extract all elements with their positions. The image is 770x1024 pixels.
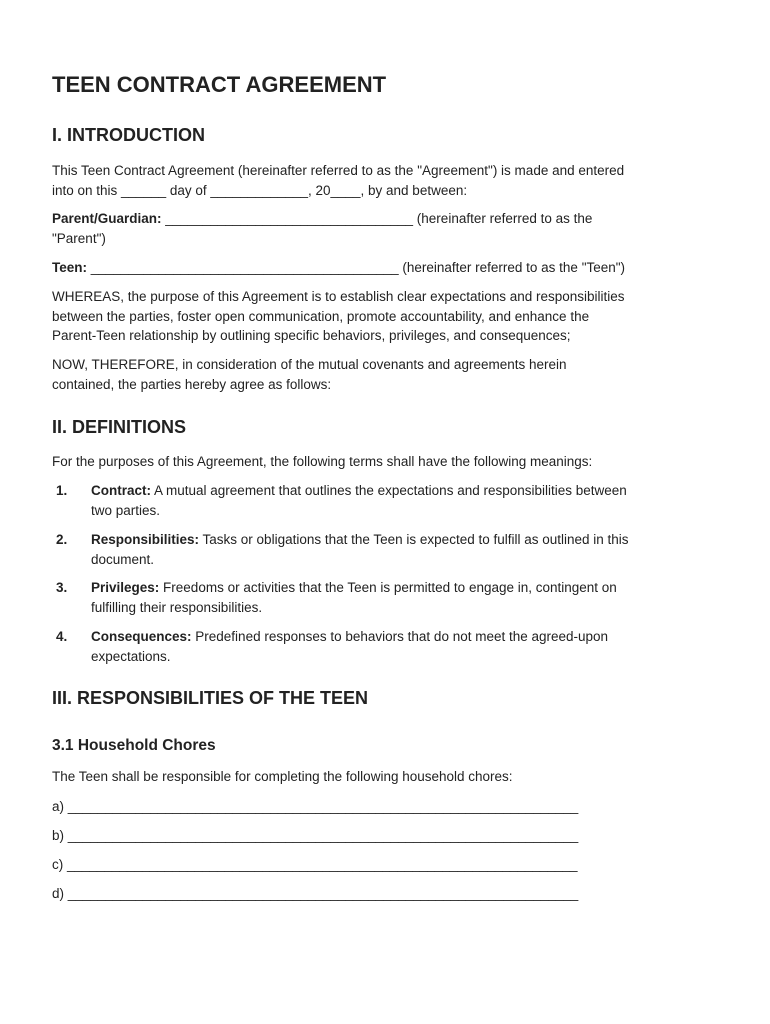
teen-label: Teen:: [52, 260, 88, 275]
definition-line-1: [91, 530, 716, 550]
whereas-line-1: WHEREAS, the purpose of this Agreement is to establish clear expectations and responsibilities: [52, 289, 625, 304]
whereas-paragraph: [52, 287, 716, 346]
definition-body: [91, 530, 716, 569]
parent-guardian-paragraph: [52, 209, 716, 248]
definition-number: 3.: [56, 580, 68, 595]
definition-term: Privileges:: [91, 580, 160, 595]
intro-line-1: This Teen Contract Agreement (hereinafter referred to as the "Agreement") is made and entered: [52, 163, 625, 178]
definition-term: Consequences:: [91, 629, 192, 644]
section-responsibilities-heading: III. RESPONSIBILITIES OF THE TEEN: [52, 688, 369, 708]
definition-body: [91, 578, 716, 617]
document-title: TEEN CONTRACT AGREEMENT: [52, 72, 387, 97]
whereas-line-2: between the parties, foster open communication, promote accountability, and enhance the: [52, 308, 590, 324]
definition-term: Responsibilities:: [91, 532, 200, 547]
chore-line-a[interactable]: a) ____________________________________________________________________: [52, 799, 579, 814]
definition-text: A mutual agreement that outlines the expectations and responsibilities between: [151, 483, 627, 498]
now-therefore-paragraph: [52, 355, 716, 394]
chore-line-b[interactable]: b) ____________________________________________________________________: [52, 828, 579, 843]
definition-line-2: two parties.: [91, 502, 161, 518]
chore-line-c[interactable]: c) ____________________________________________________________________: [52, 857, 578, 872]
definitions-lead-text: For the purposes of this Agreement, the following terms shall have the following meanings:: [52, 454, 593, 469]
household-chores-heading: 3.1 Household Chores: [52, 737, 216, 754]
teen-paragraph: [52, 258, 716, 278]
definition-term: Contract:: [91, 483, 151, 498]
definition-text: Predefined responses to behaviors that do not meet the agreed-upon: [191, 629, 609, 644]
definition-text: Freedoms or activities that the Teen is permitted to engage in, contingent on: [159, 580, 617, 595]
chores-lead: [52, 767, 716, 787]
teen-line: [52, 258, 716, 278]
section-definitions-heading: II. DEFINITIONS: [52, 417, 187, 437]
parent-guardian-blank: _________________________________ (hereinafter referred to as the: [161, 211, 593, 226]
definition-line-2: expectations.: [91, 648, 171, 664]
definition-line-1: [91, 627, 716, 647]
teen-blank: _________________________________________ (hereinafter referred to as the "Teen"): [87, 260, 626, 275]
definitions-lead: [52, 452, 716, 472]
whereas-line-3: Parent-Teen relationship by outlining specific behaviors, privileges, and consequences;: [52, 328, 571, 343]
parent-guardian-label: Parent/Guardian:: [52, 211, 162, 226]
now-line-2: contained, the parties hereby agree as follows:: [52, 376, 332, 392]
definition-line-1: [91, 481, 716, 501]
intro-line-2: into on this ______ day of _____________, 20____, by and between:: [52, 182, 468, 198]
intro-paragraph: [52, 161, 716, 200]
definition-number: 2.: [56, 532, 68, 547]
definition-number: 4.: [56, 629, 68, 644]
definition-number: 1.: [56, 483, 68, 498]
parent-line-2: "Parent"): [52, 230, 106, 246]
definition-line-2: fulfilling their responsibilities.: [91, 599, 263, 615]
chore-line-d[interactable]: d) ____________________________________________________________________: [52, 886, 579, 901]
parent-line-1: [52, 209, 716, 229]
definition-text: Tasks or obligations that the Teen is expected to fulfill as outlined in this: [199, 532, 629, 547]
definition-line-2: document.: [91, 551, 155, 567]
chores-lead-text: The Teen shall be responsible for completing the following household chores:: [52, 769, 513, 784]
definition-body: [91, 627, 716, 666]
definition-body: [91, 481, 716, 520]
definition-line-1: [91, 578, 716, 598]
now-line-1: NOW, THEREFORE, in consideration of the mutual covenants and agreements herein: [52, 357, 567, 372]
section-introduction-heading: I. INTRODUCTION: [52, 125, 205, 145]
